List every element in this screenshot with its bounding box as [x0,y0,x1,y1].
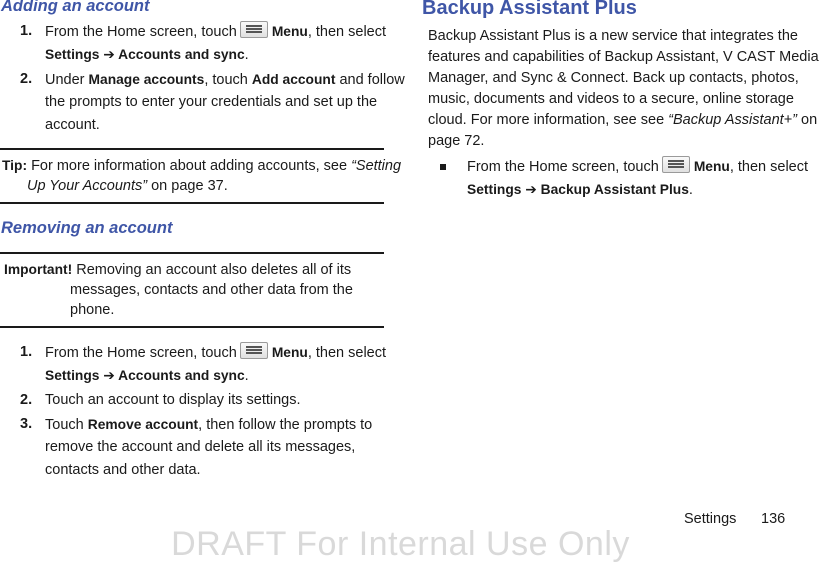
bullet-line2 [467,178,693,202]
add-step2-line3: account. [45,117,100,133]
para-line2: features and capabilities of Backup Assistant, V CAST Media [428,49,819,65]
para-line5-pre: cloud. For more information, see see [428,112,669,128]
add-step2-line2: the prompts to enter your credentials and set up the [45,94,378,110]
rem-step3-line3: contacts and other data. [45,462,201,478]
rem-step1-end: . [244,368,249,384]
footer-page-number: 136 [761,511,786,527]
para-line5-post: on [796,112,818,128]
add-step2-number: 2. [20,71,33,87]
add-step2-bold1: Manage accounts [88,72,205,87]
bullet-pre: From the Home screen, touch [467,159,659,175]
tip-italic2: Up Your Accounts” [27,178,148,194]
tip-top-rule [0,148,384,150]
add-step1-end: . [244,47,249,63]
add-step1-pre: From the Home screen, touch [45,24,237,40]
add-step1-number: 1. [20,23,33,39]
add-step1-path: Settings ➔ Accounts and sync [45,47,245,62]
para-line6: page 72. [428,133,485,149]
menu-key-icon [240,342,268,359]
rem-step1-line1 [45,341,386,365]
add-step1-line2 [45,43,249,67]
rem-step1-path: Settings ➔ Accounts and sync [45,368,245,383]
bullet-post: , then select [729,159,809,175]
important-line2: messages, contacts and other data from the [70,282,353,298]
rem-step3-pre: Touch [45,417,88,433]
bullet-path: Settings ➔ Backup Assistant Plus [467,182,689,197]
tip-bottom-rule [0,202,384,204]
bullet-line1 [467,155,808,179]
menu-key-icon [662,156,690,173]
para-line3: Manager, and Sync & Connect. Back up contacts, photos, [428,70,799,86]
para-line1: Backup Assistant Plus is a new service that integrates the [428,28,798,44]
removing-account-heading: Removing an account [1,219,173,237]
para-line4: music, documents and videos to a secure, online storage [428,91,794,107]
adding-account-heading: Adding an account [1,0,150,15]
tip-pre: For more information about adding accounts, see [27,158,352,174]
important-bottom-rule [0,326,384,328]
backup-assistant-heading: Backup Assistant Plus [422,0,637,19]
rem-step1-pre: From the Home screen, touch [45,345,237,361]
add-step1-menu: Menu [271,24,308,39]
important-line3: phone. [70,302,115,318]
footer-section-name: Settings [684,511,737,527]
add-step1-line1 [45,20,386,44]
add-step1-post: , then select [307,24,387,40]
add-step2-post: and follow [335,72,405,88]
important-label: Important! [4,262,73,277]
backup-assistant-link[interactable]: “Backup Assistant+” [668,112,797,128]
add-step2-line1 [45,68,405,92]
rem-step1-post: , then select [307,345,387,361]
tip-line2 [27,175,228,198]
para-line5 [428,109,817,132]
bullet-end: . [688,182,693,198]
tip-label: Tip: [2,158,28,173]
bullet-menu: Menu [693,159,730,174]
rem-step3-post: , then follow the prompts to [198,417,373,433]
rem-step1-menu: Menu [271,345,308,360]
square-bullet-icon [440,164,446,170]
rem-step1-number: 1. [20,344,33,360]
rem-step3-number: 3. [20,416,33,432]
tip-post: on page 37. [147,178,228,194]
draft-watermark: DRAFT For Internal Use Only [171,525,630,563]
add-step2-pre: Under [45,72,89,88]
tip-italic1: “Setting [351,158,402,174]
add-step2-bold2: Add account [251,72,336,87]
menu-key-icon [240,21,268,38]
important-top-rule [0,252,384,254]
rem-step3-bold: Remove account [87,417,199,432]
rem-step2-text: Touch an account to display its settings. [45,392,301,408]
rem-step3-line2: remove the account and delete all its messages, [45,439,356,455]
rem-step1-line2 [45,364,249,388]
add-step2-mid: , touch [204,72,252,88]
rem-step2-number: 2. [20,392,33,408]
important-text1: Removing an account also deletes all of its [72,262,352,278]
rem-step3-line1 [45,413,372,437]
